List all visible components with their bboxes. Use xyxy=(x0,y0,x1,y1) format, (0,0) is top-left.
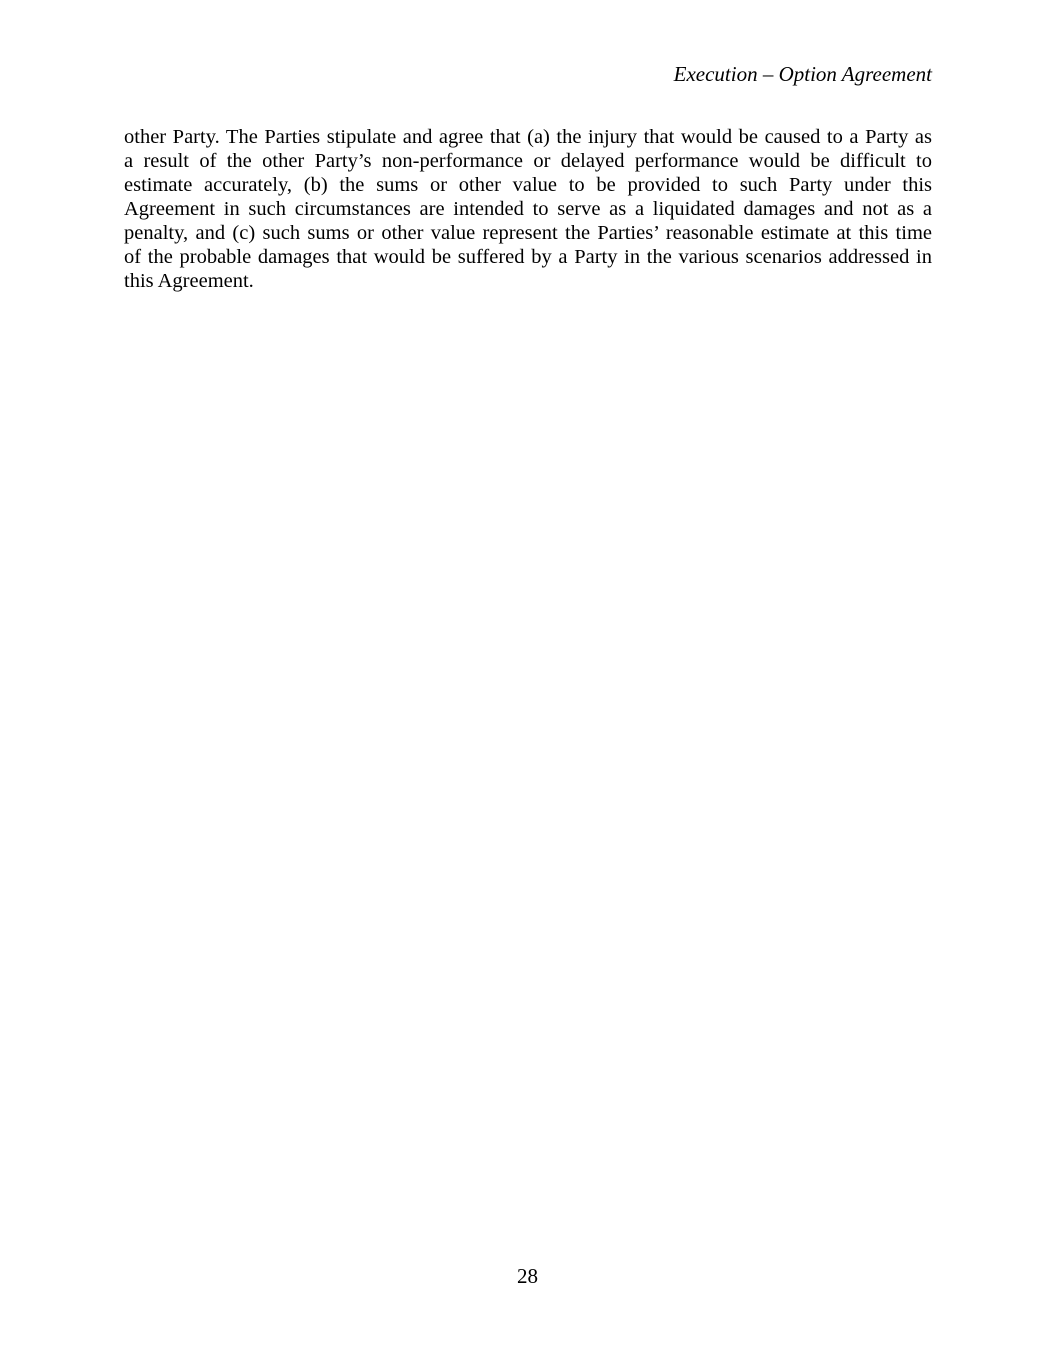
paragraph-line: of the probable damages that would be suffered by a Party in the various scenarios addressed in xyxy=(124,246,932,268)
paragraph-line: penalty, and (c) such sums or other value represent the Parties’ reasonable estimate at this time xyxy=(124,222,932,244)
page-number: 28 xyxy=(517,1264,538,1288)
running-header: Execution – Option Agreement xyxy=(673,62,932,86)
body-paragraph xyxy=(124,125,932,293)
paragraph-line: this Agreement. xyxy=(124,270,254,292)
paragraph-line: Agreement in such circumstances are intended to serve as a liquidated damages and not as a xyxy=(124,198,932,220)
paragraph-line: a result of the other Party’s non-performance or delayed performance would be difficult to xyxy=(124,150,932,172)
paragraph-line: other Party. The Parties stipulate and agree that (a) the injury that would be caused to a Party as xyxy=(124,126,932,148)
paragraph-line: estimate accurately, (b) the sums or other value to be provided to such Party under this xyxy=(124,174,932,196)
